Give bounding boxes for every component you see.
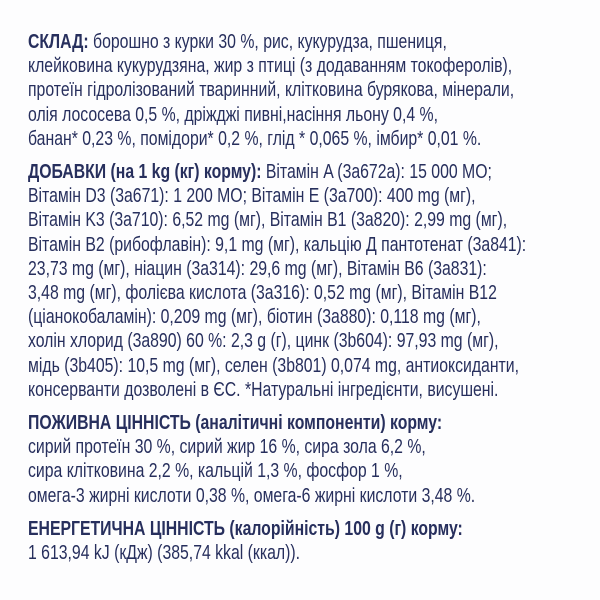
composition-heading: СКЛАД: bbox=[28, 31, 89, 53]
additives-heading: ДОБАВКИ (на 1 kg (кг) корму): bbox=[28, 161, 262, 184]
text-line: холін хлорид (3a890) 60 %: 2,3 g (г), цинк (3b604): 97,93 mg (мг), bbox=[28, 330, 499, 353]
section-additives bbox=[28, 160, 581, 402]
text-line: консерванти дозволені в ЄС. *Натуральні інгредієнти, висушені. bbox=[28, 378, 499, 401]
text-line bbox=[28, 517, 581, 541]
text-line bbox=[28, 160, 581, 184]
section-energy bbox=[28, 517, 581, 565]
text-line: банан* 0,23 %, помідори* 0,2 %, глід * 0,065 %, імбир* 0,01 %. bbox=[28, 127, 482, 150]
text-line bbox=[28, 30, 581, 54]
additives-heading-rest: Вітамін A (3a672a): 15 000 МО; bbox=[261, 161, 492, 184]
energy-heading: ЕНЕРГЕТИЧНА ЦІННІСТЬ (калорійність) 100 g (г) корму: bbox=[28, 517, 463, 540]
text-line: Вітамін K3 (3a710): 6,52 mg (мг), Вітамін B1 (3a820): 2,99 mg (мг), bbox=[28, 209, 508, 232]
text-line: клейковина кукурудзяна, жир з птиці (з додаванням токоферолів), bbox=[28, 55, 513, 78]
text-line: Вітамін B2 (рибофлавін): 9,1 mg (мг), кальцію Д пантотенат (3a841): bbox=[28, 233, 527, 256]
text-line: сирий протеїн 30 %, сирий жир 16 %, сира зола 6,2 %, bbox=[28, 436, 426, 459]
text-line: мідь (3b405): 10,5 mg (мг), селен (3b801) 0,074 mg, антиоксиданти, bbox=[28, 354, 520, 377]
section-nutrition bbox=[28, 411, 581, 508]
section-composition bbox=[28, 30, 581, 151]
text-line: олія лососева 0,5 %, дріжджі пивні,насіння льону 0,4 %, bbox=[28, 103, 438, 126]
text-line: Вітамін D3 (3a671): 1 200 МО; Вітамін E (3a700): 400 mg (мг), bbox=[28, 185, 476, 208]
label-text-content bbox=[28, 30, 581, 565]
text-line: 3,48 mg (мг), фолієва кислота (3a316): 0,52 mg (мг), Вітамін B12 bbox=[28, 282, 497, 305]
text-line: 23,73 mg (мг), ніацин (3a314): 29,6 mg (мг), Вітамін B6 (3a831): bbox=[28, 257, 487, 280]
nutrition-heading: ПОЖИВНА ЦІННІСТЬ (аналітичні компоненти) корму: bbox=[28, 412, 443, 435]
text-line: омега-3 жирні кислоти 0,38 %, омега-6 жирні кислоти 3,48 %. bbox=[28, 484, 476, 507]
text-line: (ціанокобаламін): 0,209 mg (мг), біотин (3a880): 0,118 mg (мг), bbox=[28, 306, 481, 329]
text-line: протеїн гідролізований тваринний, клітковина бурякова, мінерали, bbox=[28, 79, 515, 102]
composition-heading-rest: борошно з курки 30 %, рис, кукурудза, пшениця, bbox=[88, 31, 447, 53]
text-line bbox=[28, 411, 581, 435]
text-line: 1 613,94 kJ (кДж) (385,74 kkal (ккал)). bbox=[28, 542, 300, 565]
text-line: сира клітковина 2,2 %, кальцій 1,3 %, фосфор 1 %, bbox=[28, 460, 403, 483]
